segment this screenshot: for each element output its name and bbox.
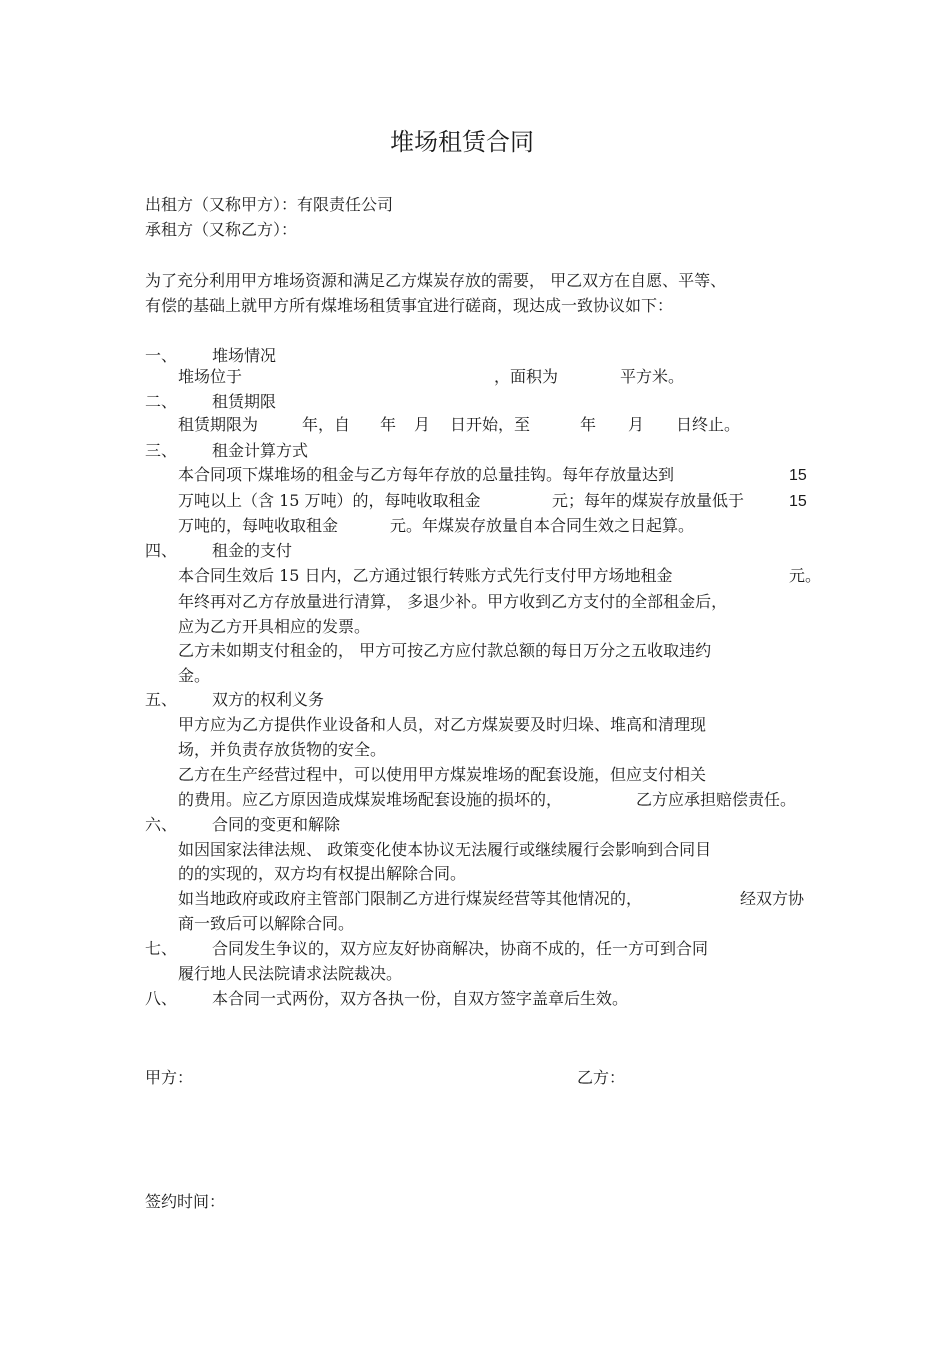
section-7-line-2: 履行地人民法院请求法院裁决。 [178, 964, 403, 983]
section-2-part: 年，自 [302, 415, 351, 434]
preamble-line-1: 为了充分利用甲方堆场资源和满足乙方煤炭存放的需要， 甲乙双方在自愿、平等、 [145, 271, 727, 290]
lessee-line: 承租方（又称乙方）： [145, 220, 298, 239]
section-1-heading: 堆场情况 [212, 346, 277, 365]
section-2-part: 日终止。 [676, 415, 741, 434]
section-3-number: 三、 [145, 441, 178, 460]
section-1-text-c: 平方米。 [620, 367, 685, 386]
section-6-line-1: 如因国家法律法规、 政策变化使本协议无法履行或继续履行会影响到合同目 [178, 840, 712, 859]
page-title: 堆场租赁合同 [390, 128, 534, 156]
section-3-line-2b: 元；每年的煤炭存放量低于 [552, 491, 745, 510]
section-4-line-1b: 元。 [789, 566, 822, 585]
section-3-line-3a: 万吨的，每吨收取租金 [178, 516, 339, 535]
section-2-part: 年 [580, 415, 597, 434]
section-5-line-3: 乙方在生产经营过程中，可以使用甲方煤炭堆场的配套设施，但应支付相关 [178, 765, 707, 784]
section-6-line-4: 商一致后可以解除合同。 [178, 914, 355, 933]
lessor-line: 出租方（又称甲方）：有限责任公司 [145, 195, 394, 214]
section-2-part: 日开始，至 [450, 415, 531, 434]
section-5-line-2: 场，并负责存放货物的安全。 [178, 740, 387, 759]
section-6-number: 六、 [145, 815, 178, 834]
section-4-heading: 租金的支付 [212, 541, 293, 560]
section-4-line-1a: 本合同生效后 15 日内，乙方通过银行转账方式先行支付甲方场地租金 [178, 566, 673, 585]
section-8-number: 八、 [145, 989, 178, 1008]
section-3-line-3b: 元。年煤炭存放量自本合同生效之日起算。 [390, 516, 695, 535]
section-4-line-3: 应为乙方开具相应的发票。 [178, 617, 371, 636]
section-1-text-a: 堆场位于 [178, 367, 243, 386]
section-5-number: 五、 [145, 690, 178, 709]
section-2-part: 月 [414, 415, 431, 434]
section-6-line-3b: 经双方协 [740, 889, 805, 908]
section-6-line-2: 的的实现的，双方均有权提出解除合同。 [178, 864, 467, 883]
signing-date-label: 签约时间： [145, 1192, 226, 1211]
party-b-signature-label: 乙方： [577, 1068, 626, 1087]
section-4-line-5: 金。 [178, 666, 211, 685]
section-4-line-2: 年终再对乙方存放量进行清算， 多退少补。甲方收到乙方支付的全部租金后， [178, 592, 728, 611]
section-2-part: 租赁期限为 [178, 415, 259, 434]
section-7-line-1: 合同发生争议的，双方应友好协商解决，协商不成的，任一方可到合同 [212, 939, 709, 958]
section-4-number: 四、 [145, 541, 178, 560]
section-5-heading: 双方的权利义务 [212, 690, 325, 709]
section-2-number: 二、 [145, 392, 178, 411]
section-7-number: 七、 [145, 939, 178, 958]
section-3-number-15: 15 [789, 493, 807, 510]
party-a-signature-label: 甲方： [145, 1068, 194, 1087]
section-1-text-b: ，面积为 [494, 367, 559, 386]
section-8-line-1: 本合同一式两份，双方各执一份，自双方签字盖章后生效。 [212, 989, 629, 1008]
section-1-number: 一、 [145, 346, 178, 365]
section-5-line-4b: 乙方应承担赔偿责任。 [636, 790, 797, 809]
section-3-line-2a: 万吨以上（含 15 万吨）的，每吨收取租金 [178, 491, 481, 510]
section-6-heading: 合同的变更和解除 [212, 815, 341, 834]
section-2-heading: 租赁期限 [212, 392, 277, 411]
section-2-part: 年 [380, 415, 397, 434]
section-5-line-1: 甲方应为乙方提供作业设备和人员，对乙方煤炭要及时归垛、堆高和清理现 [178, 715, 707, 734]
preamble-line-2: 有偿的基础上就甲方所有煤堆场租赁事宜进行磋商，现达成一致协议如下： [145, 296, 674, 315]
section-3-heading: 租金计算方式 [212, 441, 309, 460]
section-2-part: 月 [628, 415, 645, 434]
section-4-line-4: 乙方未如期支付租金的， 甲方可按乙方应付款总额的每日万分之五收取违约 [178, 641, 712, 660]
section-6-line-3a: 如当地政府或政府主管部门限制乙方进行煤炭经营等其他情况的， [178, 889, 643, 908]
section-5-line-4a: 的费用。应乙方原因造成煤炭堆场配套设施的损坏的， [178, 790, 563, 809]
section-3-number-15: 15 [789, 467, 807, 484]
section-3-line-1: 本合同项下煤堆场的租金与乙方每年存放的总量挂钩。每年存放量达到 [178, 465, 675, 484]
